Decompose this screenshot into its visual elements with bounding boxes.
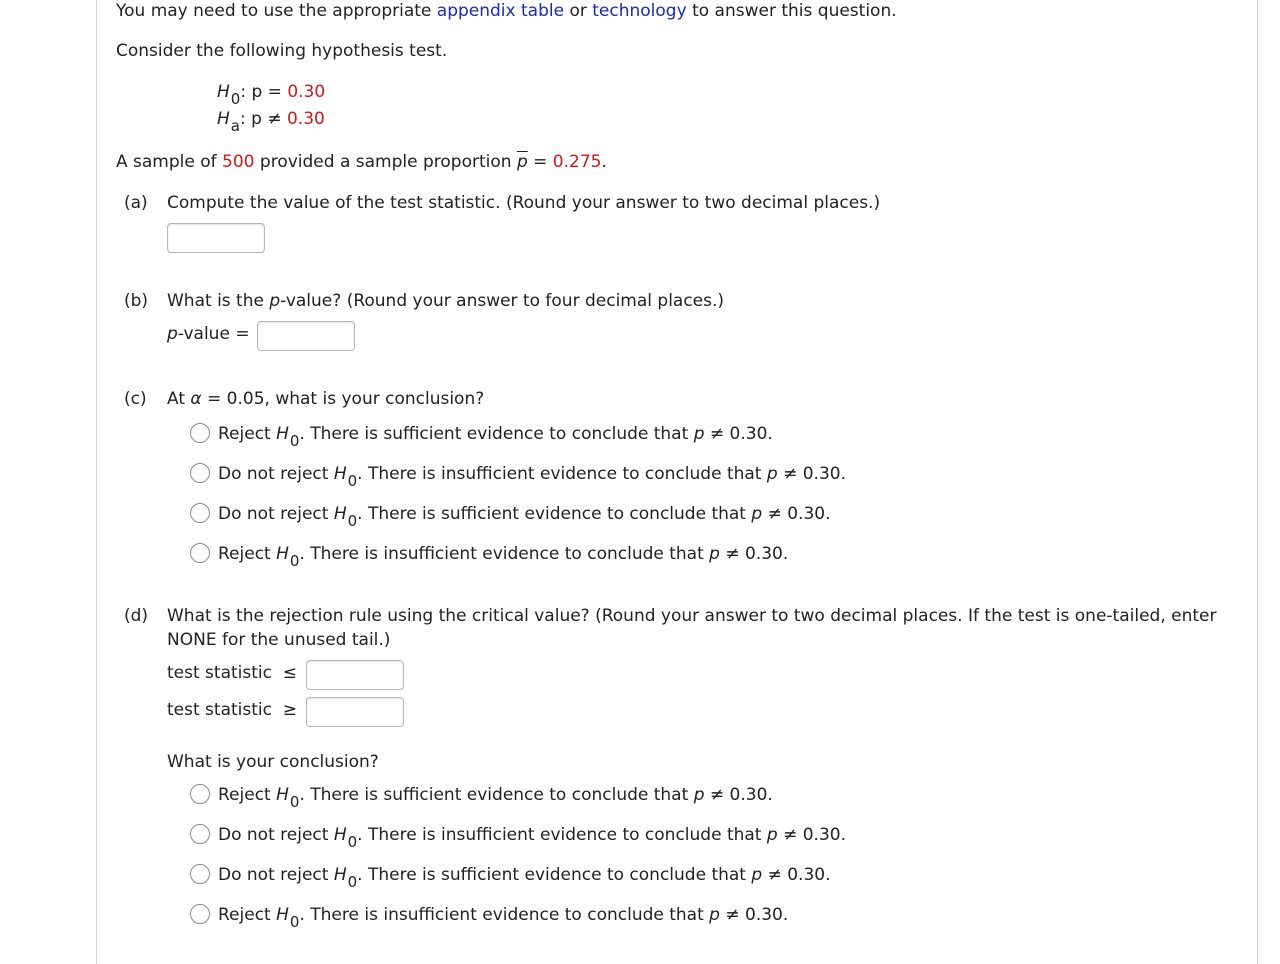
opt-h: H — [333, 504, 347, 524]
sample-mid: provided a sample proportion — [259, 152, 512, 172]
opt-h: H — [276, 905, 289, 925]
part-d-option-2[interactable] — [218, 825, 846, 851]
null-hypothesis — [217, 82, 326, 108]
sample-end: . — [601, 152, 607, 172]
opt-pre: Do not reject — [218, 825, 334, 845]
opt-p: p — [693, 424, 705, 444]
opt-post: . There is sufficient evidence to conclude that — [299, 785, 694, 805]
part-d-option-2-radio[interactable] — [190, 824, 210, 844]
part-a-question: Compute the value of the test statistic. (Round your answer to two decimal places.) — [167, 193, 881, 213]
h0-relation: : p = — [240, 82, 288, 102]
opt-post: . There is insufficient evidence to conclude that — [299, 905, 710, 925]
p-value-label-p: p — [167, 324, 178, 344]
part-d-label: (d) — [124, 606, 149, 626]
opt-p: p — [766, 825, 778, 845]
part-d-option-4-radio[interactable] — [190, 904, 210, 924]
opt-h: H — [276, 544, 289, 564]
part-b-label: (b) — [124, 291, 149, 311]
upper-critical-input[interactable] — [306, 697, 404, 727]
part-d-option-3[interactable] — [218, 865, 831, 891]
part-d-option-1-radio[interactable] — [190, 784, 210, 804]
sample-eq: = — [527, 152, 553, 172]
opt-pre: Reject — [218, 544, 277, 564]
opt-sub: 0 — [347, 873, 358, 891]
ha-relation: : p ≠ — [240, 109, 287, 129]
part-c-label: (c) — [124, 389, 147, 409]
opt-sub: 0 — [289, 432, 300, 450]
opt-pre: Reject — [218, 905, 277, 925]
opt-sub: 0 — [289, 552, 300, 570]
opt-p: p — [751, 865, 763, 885]
intro-mid: or — [569, 1, 587, 21]
opt-h: H — [276, 424, 289, 444]
opt-tail: ≠ 0.30. — [762, 865, 831, 885]
ha-value: 0.30 — [286, 109, 325, 129]
p-value-label-rest: -value = — [177, 324, 250, 344]
technology-link[interactable]: technology — [592, 1, 687, 21]
opt-h: H — [333, 865, 347, 885]
opt-post: . There is insufficient evidence to conclude that — [357, 825, 767, 845]
opt-post: . There is insufficient evidence to conclude that — [299, 544, 710, 564]
intro-post: to answer this question. — [692, 1, 897, 21]
alpha-symbol: α — [190, 389, 202, 409]
opt-p: p — [709, 905, 720, 925]
sample-proportion: 0.275 — [552, 152, 602, 172]
opt-post: . There is sufficient evidence to conclude that — [299, 424, 694, 444]
part-c-question — [167, 389, 484, 409]
opt-p: p — [766, 464, 778, 484]
opt-sub: 0 — [289, 793, 300, 811]
part-d-question-line-1: What is the rejection rule using the critical value? (Round your answer to two decimal places. If the test is one-tailed, enter — [167, 606, 1217, 626]
part-c-option-4[interactable] — [218, 544, 789, 570]
h0-subscript: 0 — [230, 90, 241, 108]
part-c-option-1-radio[interactable] — [190, 423, 210, 443]
sample-statement — [116, 152, 607, 172]
part-d-option-1[interactable] — [218, 785, 773, 811]
alternative-hypothesis — [217, 109, 325, 135]
conclusion-question: What is your conclusion? — [167, 752, 379, 772]
part-b-q-p: p — [269, 291, 281, 311]
opt-p: p — [693, 785, 705, 805]
part-c-option-2[interactable] — [218, 464, 846, 490]
rule-ge-label: test statistic ≥ — [167, 700, 298, 720]
opt-pre: Do not reject — [218, 865, 334, 885]
ha-symbol: H — [217, 109, 230, 129]
opt-post: . There is insufficient evidence to conclude that — [357, 464, 767, 484]
opt-h: H — [333, 464, 347, 484]
part-c-option-2-radio[interactable] — [190, 463, 210, 483]
test-statistic-input[interactable] — [167, 223, 265, 253]
lower-critical-input[interactable] — [306, 660, 404, 690]
opt-pre: Do not reject — [218, 504, 334, 524]
part-b-q-pre: What is the — [167, 291, 264, 311]
part-d-option-3-radio[interactable] — [190, 864, 210, 884]
opt-h: H — [333, 825, 347, 845]
opt-sub: 0 — [347, 472, 358, 490]
opt-sub: 0 — [347, 512, 358, 530]
opt-sub: 0 — [347, 833, 358, 851]
opt-tail: ≠ 0.30. — [719, 544, 789, 564]
part-d-question-line-2: NONE for the unused tail.) — [167, 630, 391, 650]
opt-tail: ≠ 0.30. — [704, 424, 773, 444]
part-d-option-4[interactable] — [218, 905, 789, 931]
consider-text: Consider the following hypothesis test. — [116, 41, 448, 61]
opt-h: H — [276, 785, 289, 805]
opt-tail: ≠ 0.30. — [704, 785, 773, 805]
appendix-table-link[interactable]: appendix table — [436, 1, 565, 21]
part-c-q-post: = 0.05, what is your conclusion? — [201, 389, 485, 409]
ha-subscript: a — [230, 117, 240, 135]
intro-pre: You may need to use the appropriate — [116, 1, 432, 21]
opt-p: p — [751, 504, 763, 524]
h0-symbol: H — [217, 82, 230, 102]
part-c-option-4-radio[interactable] — [190, 543, 210, 563]
part-b-question — [167, 291, 724, 311]
opt-pre: Reject — [218, 785, 277, 805]
rule-le-label: test statistic ≤ — [167, 663, 298, 683]
part-c-option-1[interactable] — [218, 424, 773, 450]
opt-pre: Do not reject — [218, 464, 334, 484]
opt-post: . There is sufficient evidence to conclude that — [357, 504, 752, 524]
p-value-label — [167, 324, 250, 344]
part-c-q-pre: At — [167, 389, 185, 409]
part-c-option-3-radio[interactable] — [190, 503, 210, 523]
opt-tail: ≠ 0.30. — [777, 825, 846, 845]
opt-p: p — [709, 544, 720, 564]
p-value-input[interactable] — [257, 321, 355, 351]
opt-pre: Reject — [218, 424, 277, 444]
p-bar-symbol: $\overline{p}$ — [516, 152, 528, 172]
opt-sub: 0 — [289, 913, 300, 931]
sample-size: 500 — [222, 152, 255, 172]
part-b-q-post: -value? (Round your answer to four decimal places.) — [280, 291, 725, 311]
sample-pre: A sample of — [116, 152, 217, 172]
opt-tail: ≠ 0.30. — [719, 905, 789, 925]
intro-text — [116, 1, 897, 21]
h0-value: 0.30 — [287, 82, 326, 102]
opt-post: . There is sufficient evidence to conclude that — [357, 865, 752, 885]
opt-tail: ≠ 0.30. — [762, 504, 831, 524]
part-a-label: (a) — [124, 193, 148, 213]
part-c-option-3[interactable] — [218, 504, 831, 530]
opt-tail: ≠ 0.30. — [777, 464, 846, 484]
